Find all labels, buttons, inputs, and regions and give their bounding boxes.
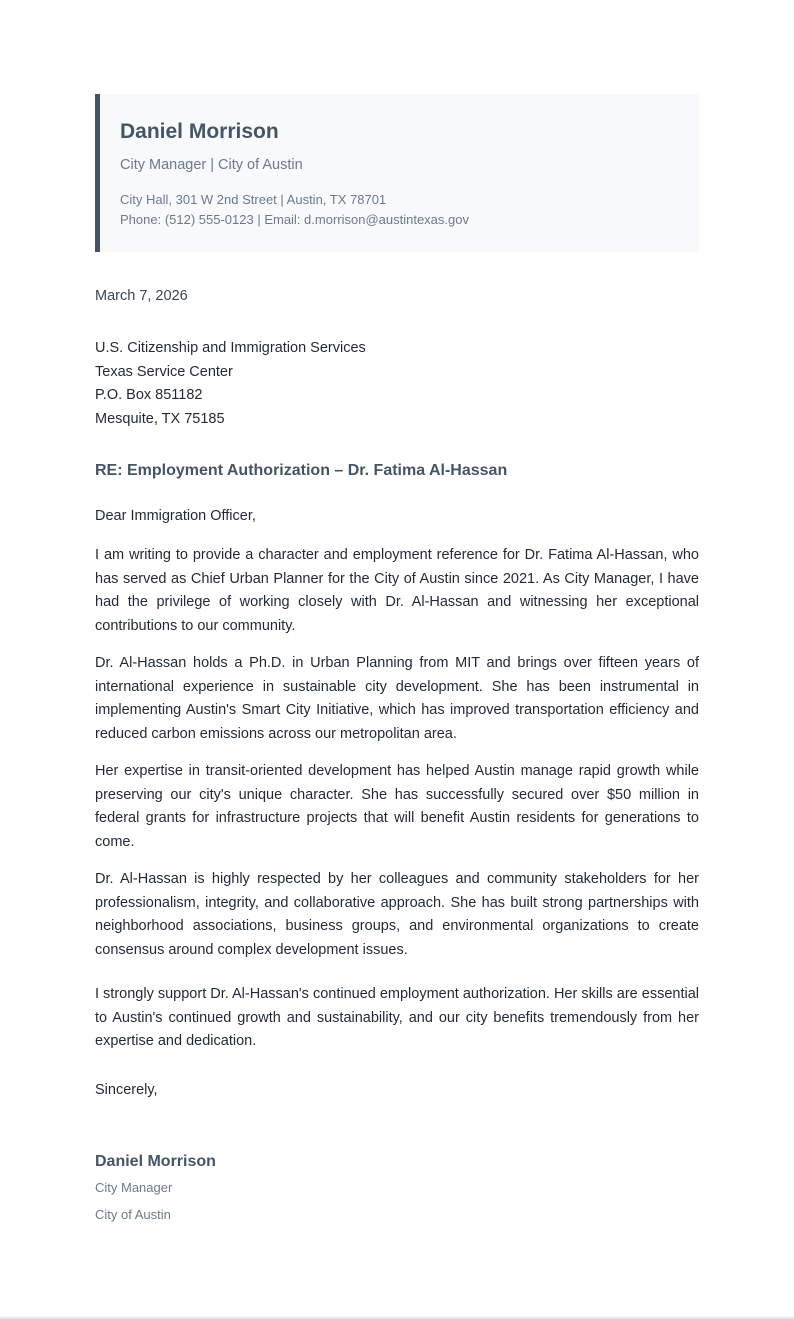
sender-phone-email: Phone: (512) 555-0123 | Email: d.morrison@austintexas.gov [120,212,469,227]
body-paragraph: Dr. Al-Hassan holds a Ph.D. in Urban Planning from MIT and brings over fifteen years of international experience in sustainable city development. She has been instrumental in implementing Austin's Smart City Initiative, which has improved transportation efficiency and reduced carbon emissions across our metropolitan area. [95,655,699,742]
recipient-line: P.O. Box 851182 [95,387,203,403]
body-paragraph: I am writing to provide a character and employment reference for Dr. Fatima Al-Hassan, who has served as Chief Urban Planner for the City of Austin since 2021. As City Manager, I have had the privilege of working closely with Dr. Al-Hassan and witnessing her exceptional contributions to our community. [95,547,699,634]
letter-page [95,94,699,1228]
letterhead [95,94,699,252]
closing: Sincerely, [95,1081,158,1098]
subject-line: RE: Employment Authorization – Dr. Fatima Al-Hassan [95,462,508,479]
sender-name: Daniel Morrison [120,120,279,143]
letter-date: March 7, 2026 [95,288,188,304]
sender-contact [120,190,679,230]
sender-title: City Manager | City of Austin [120,157,303,173]
salutation: Dear Immigration Officer, [95,508,256,524]
body-paragraph: Her expertise in transit-oriented development has helped Austin manage rapid growth while preserving our city's unique character. She has successfully secured over $50 million in federal grants for infrastructure projects that will benefit Austin residents for generations to come. [95,763,699,850]
recipient-line: Texas Service Center [95,363,233,380]
recipient-address [95,337,699,431]
signature-name: Daniel Morrison [95,1152,216,1170]
body-paragraph: I strongly support Dr. Al-Hassan's continued employment authorization. Her skills are essential to Austin's continued growth and sustainability, and our city benefits tremendously from her expertise and dedication. [95,986,699,1049]
body-paragraph: Dr. Al-Hassan is highly respected by her colleagues and community stakeholders for her professionalism, integrity, and collaborative approach. She has built strong partnerships with neighborhood associations, business groups, and environmental organizations to create consensus around complex development issues. [95,871,699,958]
signature-organization: City of Austin [95,1206,171,1222]
recipient-line: U.S. Citizenship and Immigration Services [95,340,366,356]
recipient-line: Mesquite, TX 75185 [95,410,225,427]
signature-title: City Manager [95,1179,173,1195]
sender-address: City Hall, 301 W 2nd Street | Austin, TX 78701 [120,192,387,207]
